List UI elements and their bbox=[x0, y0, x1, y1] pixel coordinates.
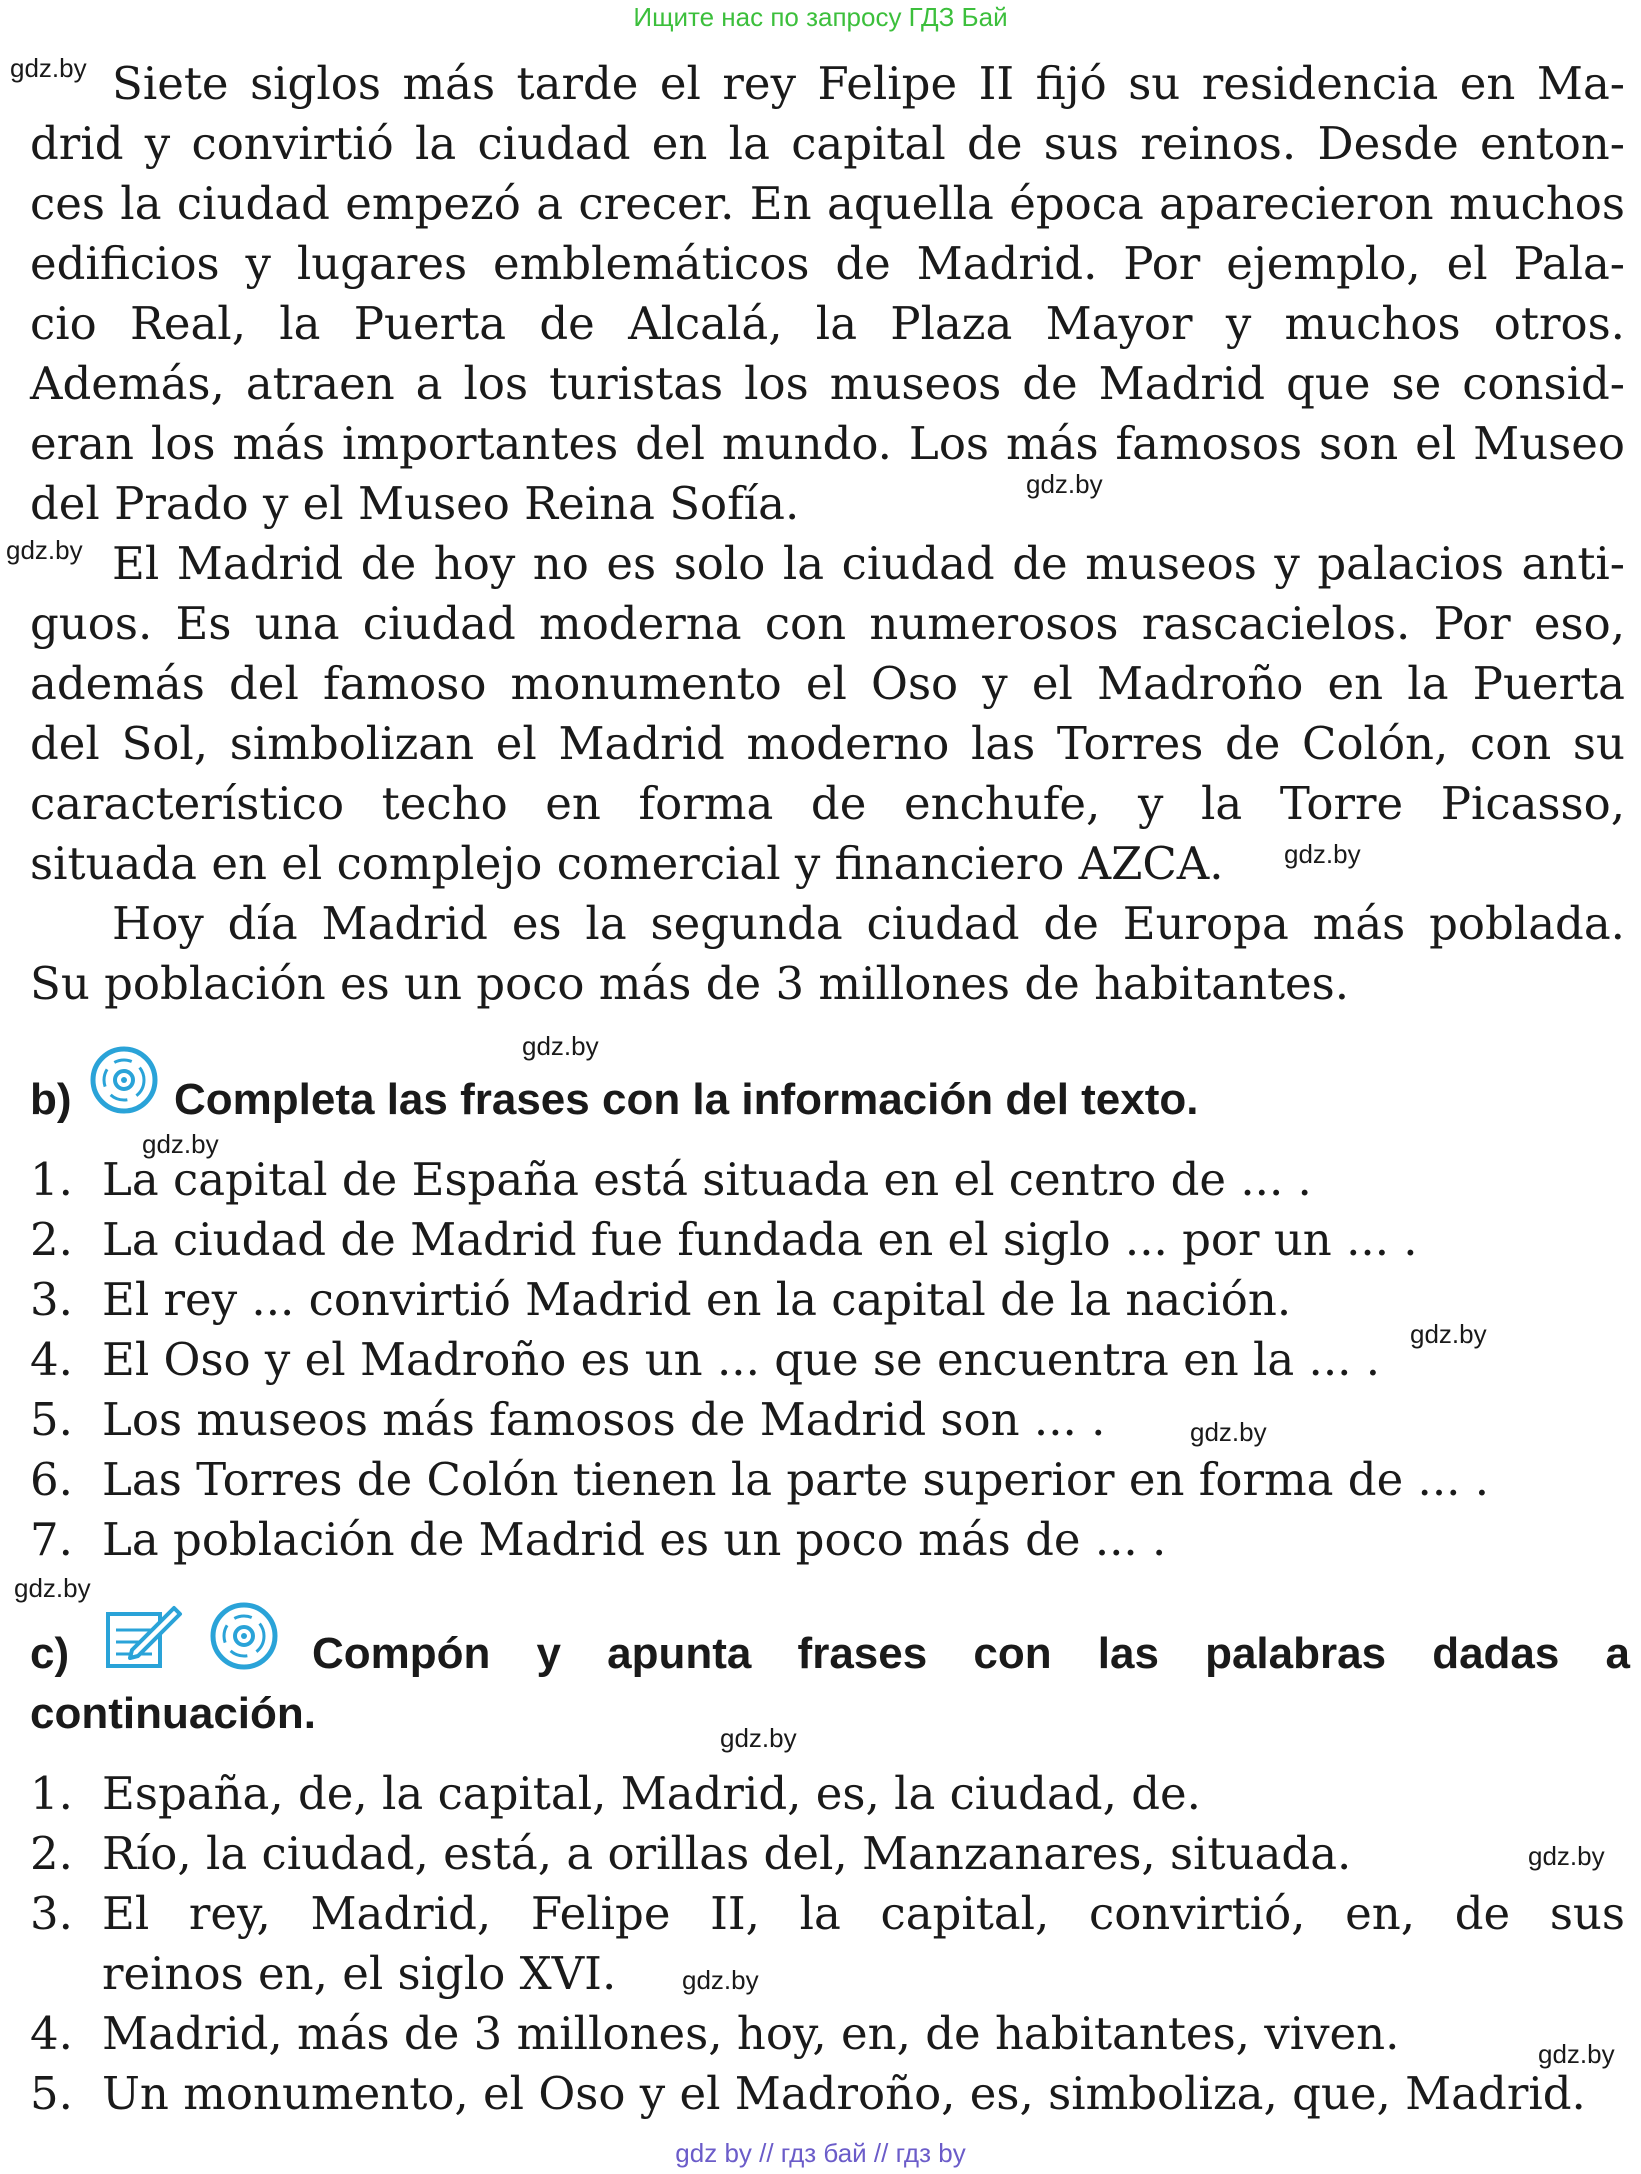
list-item: 3. El rey ... convirtió Madrid en la capital de la nación. bbox=[30, 1273, 1292, 1326]
section-b-letter: b) bbox=[30, 1075, 72, 1124]
list-item: 5. Un monumento, el Oso y el Madroño, es, simboliza, que, Madrid. bbox=[30, 2067, 1586, 2120]
section-c-title-cont: continuación. bbox=[30, 1689, 316, 1738]
audio-disc-icon bbox=[208, 1600, 280, 1672]
list-item: 4. Madrid, más de 3 millones, hoy, en, de habitantes, viven. bbox=[30, 2007, 1400, 2060]
text-line: Su población es un poco más de 3 millones de habitantes. bbox=[30, 957, 1350, 1010]
text-line: drid y convirtió la ciudad en la capital de sus reinos. Desde enton- bbox=[30, 117, 1625, 170]
text-line: El Madrid de hoy no es solo la ciudad de museos y palacios anti- bbox=[112, 537, 1625, 590]
watermark: gdz.by bbox=[142, 1129, 219, 1159]
watermark: gdz.by bbox=[1538, 2039, 1615, 2069]
list-item: 3. El rey, Madrid, Felipe II, la capital, convirtió, en, de sus bbox=[30, 1887, 1625, 1940]
watermark: gdz.by bbox=[1528, 1841, 1605, 1871]
list-item: 7. La población de Madrid es un poco más de ... . bbox=[30, 1513, 1167, 1566]
watermark: gdz.by bbox=[1190, 1417, 1267, 1447]
list-item-continuation: reinos en, el siglo XVI. bbox=[102, 1947, 617, 2000]
notebook-pen-icon bbox=[102, 1600, 184, 1672]
list-item: 5. Los museos más famosos de Madrid son ... . bbox=[30, 1393, 1106, 1446]
list-item: 6. Las Torres de Colón tienen la parte superior en forma de ... . bbox=[30, 1453, 1490, 1506]
text-line: del Prado y el Museo Reina Sofía. bbox=[30, 477, 800, 530]
text-line: ces la ciudad empezó a crecer. En aquella época aparecieron muchos bbox=[30, 177, 1625, 230]
watermark: gdz.by bbox=[720, 1723, 797, 1753]
list-item: 2. Río, la ciudad, está, a orillas del, Manzanares, situada. bbox=[30, 1827, 1352, 1880]
list-item: 4. El Oso y el Madroño es un ... que se encuentra en la ... . bbox=[30, 1333, 1381, 1386]
text-line: guos. Es una ciudad moderna con numerosos rascacielos. Por eso, bbox=[30, 597, 1625, 650]
text-line: característico techo en forma de enchufe, y la Torre Picasso, bbox=[30, 777, 1625, 830]
top-banner: Ищите нас по запросу ГДЗ Бай bbox=[633, 2, 1008, 32]
bottom-banner: gdz by // гдз бай // гдз by bbox=[675, 2138, 966, 2168]
text-line: además del famoso monumento el Oso y el Madroño en la Puerta bbox=[30, 657, 1625, 710]
section-c-letter: c) bbox=[30, 1629, 70, 1678]
watermark: gdz.by bbox=[1026, 469, 1103, 499]
text-line: cio Real, la Puerta de Alcalá, la Plaza Mayor y muchos otros. bbox=[30, 297, 1625, 350]
watermark: gdz.by bbox=[682, 1965, 759, 1995]
text-line: situada en el complejo comercial y financiero AZCA. bbox=[30, 837, 1224, 890]
text-line: Siete siglos más tarde el rey Felipe II fijó su residencia en Ma- bbox=[112, 57, 1625, 110]
text-line: Hoy día Madrid es la segunda ciudad de Europa más poblada. bbox=[112, 897, 1625, 950]
text-line: edificios y lugares emblemáticos de Madrid. Por ejemplo, el Pala- bbox=[30, 237, 1625, 290]
watermark: gdz.by bbox=[14, 1573, 91, 1603]
text-line: del Sol, simbolizan el Madrid moderno las Torres de Colón, con su bbox=[30, 717, 1625, 770]
watermark: gdz.by bbox=[1284, 839, 1361, 869]
watermark: gdz.by bbox=[1410, 1319, 1487, 1349]
watermark: gdz.by bbox=[10, 53, 87, 83]
text-line: Además, atraen a los turistas los museos de Madrid que se consid- bbox=[30, 357, 1625, 410]
audio-disc-icon bbox=[88, 1044, 160, 1116]
list-item: 2. La ciudad de Madrid fue fundada en el siglo ... por un ... . bbox=[30, 1213, 1418, 1266]
section-c-title: Compón y apunta frases con las palabras dadas a bbox=[312, 1629, 1630, 1678]
section-b-title: Completa las frases con la información del texto. bbox=[174, 1075, 1199, 1124]
watermark: gdz.by bbox=[522, 1031, 599, 1061]
list-item: 1. España, de, la capital, Madrid, es, la ciudad, de. bbox=[30, 1767, 1201, 1820]
list-item: 1. La capital de España está situada en el centro de ... . bbox=[30, 1153, 1312, 1206]
watermark: gdz.by bbox=[6, 535, 83, 565]
text-line: eran los más importantes del mundo. Los más famosos son el Museo bbox=[30, 417, 1625, 470]
